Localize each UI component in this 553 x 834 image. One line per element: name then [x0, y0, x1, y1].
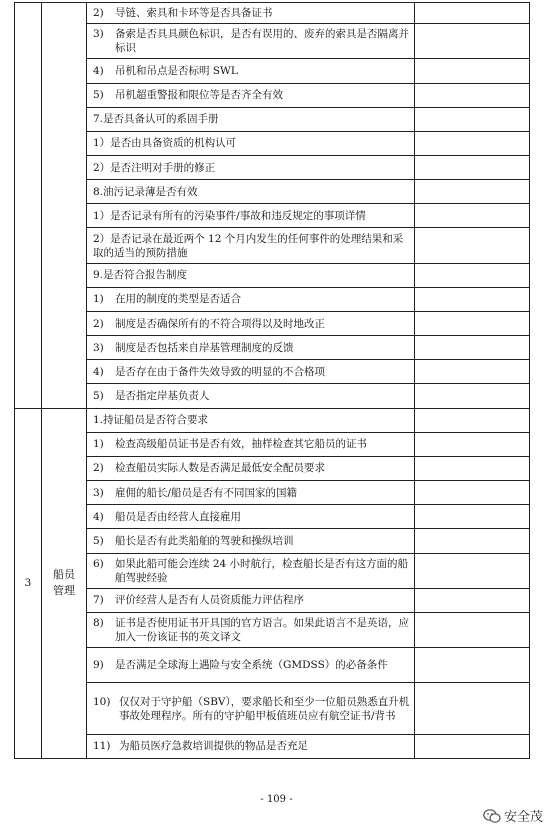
result-cell — [415, 287, 530, 311]
item-number: 10) — [93, 695, 111, 708]
table-row — [15, 529, 530, 553]
result-cell — [415, 204, 530, 228]
item-text: 船长是否有此类船舶的驾驶和操纵培训 — [115, 534, 294, 547]
table-row — [15, 408, 530, 432]
section-number: 3 — [24, 577, 32, 590]
result-cell — [415, 228, 530, 263]
item-text: 备索是否具具颜色标识，是否有误用的、废弃的索具是否隔离并标识 — [115, 28, 409, 55]
item-text: 船员是否由经营人直接雇用 — [115, 510, 241, 523]
item-cell — [87, 481, 415, 505]
item-text: 1）是否由具备资质的机构认可 — [93, 137, 237, 150]
result-cell — [415, 3, 530, 24]
item-number: 7) — [93, 594, 104, 607]
item-cell — [87, 287, 415, 311]
result-cell — [415, 360, 530, 384]
table-row — [15, 311, 530, 335]
result-cell — [415, 683, 530, 734]
table-row — [15, 432, 530, 456]
item-cell — [87, 683, 415, 734]
item-number: 1) — [93, 293, 104, 306]
item-text: 是否指定岸基负责人 — [115, 390, 210, 403]
result-cell — [415, 553, 530, 588]
section-number-cell — [15, 3, 42, 409]
item-cell — [87, 83, 415, 107]
table-row — [15, 612, 530, 647]
table-row — [15, 456, 530, 480]
item-text: 制度是否确保所有的不符合项得以及时地改正 — [115, 317, 325, 330]
item-text: 2）是否记录在最近两个 12 个月内发生的任何事件的处理结果和采取的适当的预防措施 — [93, 232, 404, 259]
item-text: 检查船员实际人数是否满足最低安全配员要求 — [115, 462, 325, 475]
table-row — [15, 553, 530, 588]
item-number: 9) — [93, 659, 104, 672]
table-row — [15, 180, 530, 204]
item-text: 在用的制度的类型是否适合 — [115, 293, 241, 306]
item-cell — [87, 228, 415, 263]
item-number: 11) — [93, 740, 111, 753]
table-row — [15, 131, 530, 155]
table-row — [15, 505, 530, 529]
table-row — [15, 107, 530, 131]
result-cell — [415, 131, 530, 155]
table-row — [15, 648, 530, 683]
page-number: - 109 - — [260, 794, 293, 805]
item-cell — [87, 24, 415, 59]
result-cell — [415, 456, 530, 480]
section-title-cell — [42, 408, 87, 758]
table-row — [15, 287, 530, 311]
table-row — [15, 734, 530, 758]
table-row — [15, 228, 530, 263]
item-text: 吊机超重警报和限位等是否齐全有效 — [115, 89, 283, 102]
item-cell — [87, 180, 415, 204]
item-number: 5) — [93, 390, 104, 403]
item-cell — [87, 263, 415, 287]
result-cell — [415, 83, 530, 107]
table-row — [15, 204, 530, 228]
item-cell — [87, 553, 415, 588]
result-cell — [415, 481, 530, 505]
item-number: 1) — [93, 438, 104, 451]
checklist-table — [14, 2, 530, 759]
item-text: 检查高级船员证书是否有效，抽样检查其它船员的证书 — [115, 438, 367, 451]
item-text: 7.是否具备认可的系固手册 — [93, 113, 219, 126]
item-number: 2) — [93, 317, 104, 330]
table-row — [15, 263, 530, 287]
item-number: 6) — [93, 557, 104, 570]
item-text: 9.是否符合报告制度 — [93, 269, 188, 282]
result-cell — [415, 648, 530, 683]
result-cell — [415, 529, 530, 553]
table-row — [15, 384, 530, 408]
result-cell — [415, 155, 530, 179]
table-row — [15, 360, 530, 384]
item-cell — [87, 456, 415, 480]
result-cell — [415, 24, 530, 59]
item-cell — [87, 648, 415, 683]
item-text: 导链、索具和卡环等是否具备证书 — [115, 7, 273, 20]
item-text: 制度是否包括来自岸基管理制度的反馈 — [115, 341, 294, 354]
table-row — [15, 3, 530, 24]
item-cell — [87, 3, 415, 24]
item-text: 是否满足全球海上遇险与安全系统（GMDSS）的必备条件 — [115, 659, 388, 672]
watermark-text: 安全茂 — [503, 810, 543, 825]
item-text: 评价经营人是否有人员资质能力评估程序 — [115, 594, 304, 607]
item-cell — [87, 204, 415, 228]
result-cell — [415, 180, 530, 204]
section-title: 船员管理 — [53, 568, 75, 598]
watermark — [483, 806, 543, 825]
item-text: 仅仅对于守护船（SBV），要求船长和至少一位船员熟悉直升机事故处理程序。所有的守护船甲板值班员应有航空证书/背书 — [119, 695, 410, 722]
table-row — [15, 155, 530, 179]
item-cell — [87, 131, 415, 155]
section-number-cell — [15, 408, 42, 758]
table-row — [15, 83, 530, 107]
item-text: 雇佣的船长/船员是否有不同国家的国籍 — [115, 486, 298, 499]
item-cell — [87, 311, 415, 335]
item-cell — [87, 336, 415, 360]
item-number: 5) — [93, 89, 104, 102]
result-cell — [415, 263, 530, 287]
item-text: 2）是否注明对手册的修正 — [93, 161, 216, 174]
item-cell — [87, 384, 415, 408]
item-text: 为船员医疗急救培训提供的物品是否充足 — [119, 740, 308, 753]
item-cell — [87, 155, 415, 179]
item-text: 8.油污记录薄是否有效 — [93, 185, 198, 198]
item-text: 是否存在由于备件失效导致的明显的不合格项 — [115, 365, 325, 378]
table-row — [15, 24, 530, 59]
item-cell — [87, 529, 415, 553]
result-cell — [415, 432, 530, 456]
item-text: 如果此船可能会连续 24 小时航行，检查船长是否有这方面的船舶驾驶经验 — [115, 557, 409, 584]
item-number: 8) — [93, 617, 104, 630]
result-cell — [415, 336, 530, 360]
item-cell — [87, 588, 415, 612]
item-text: 1）是否记录有所有的污染事件/事故和违反规定的事项详情 — [93, 209, 366, 222]
item-cell — [87, 505, 415, 529]
item-text: 证书是否使用证书开具国的官方语言。如果此语言不是英语，应加入一份该证书的英文译文 — [115, 617, 409, 644]
table-row — [15, 588, 530, 612]
item-cell — [87, 612, 415, 647]
result-cell — [415, 311, 530, 335]
item-number: 2) — [93, 462, 104, 475]
item-cell — [87, 408, 415, 432]
item-cell — [87, 734, 415, 758]
result-cell — [415, 588, 530, 612]
item-number: 2) — [93, 7, 104, 20]
item-number: 4) — [93, 510, 104, 523]
item-number: 4) — [93, 64, 104, 77]
item-number: 3) — [93, 28, 104, 41]
item-cell — [87, 432, 415, 456]
item-cell — [87, 107, 415, 131]
result-cell — [415, 59, 530, 83]
table-row — [15, 683, 530, 734]
item-number: 5) — [93, 534, 104, 547]
item-cell — [87, 360, 415, 384]
table-row — [15, 336, 530, 360]
item-number: 3) — [93, 341, 104, 354]
table-row — [15, 59, 530, 83]
item-number: 4) — [93, 365, 104, 378]
result-cell — [415, 384, 530, 408]
result-cell — [415, 734, 530, 758]
result-cell — [415, 612, 530, 647]
item-text: 1.持证船员是否符合要求 — [93, 414, 209, 427]
item-text: 吊机和吊点是否标明 SWL — [115, 64, 238, 77]
result-cell — [415, 505, 530, 529]
item-number: 3) — [93, 486, 104, 499]
item-cell — [87, 59, 415, 83]
result-cell — [415, 107, 530, 131]
table-row — [15, 481, 530, 505]
wechat-icon — [483, 808, 501, 824]
section-title-cell — [42, 3, 87, 409]
result-cell — [415, 408, 530, 432]
